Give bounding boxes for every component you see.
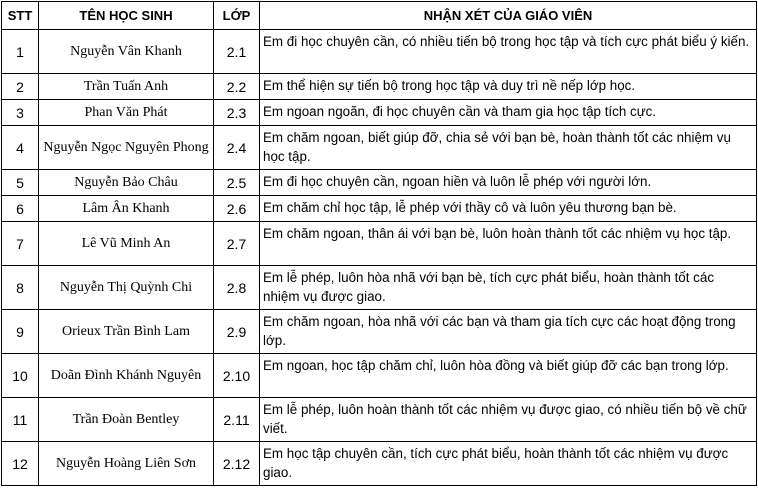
header-name: TÊN HỌC SINH [39, 2, 214, 30]
table-row [2, 126, 757, 170]
row-comment: Em chăm chỉ học tập, lễ phép với thầy cô và luôn yêu thương bạn bè. [260, 196, 757, 222]
row-class: 2.9 [214, 310, 260, 354]
table-row [2, 170, 757, 196]
row-class: 2.6 [214, 196, 260, 222]
table-body [2, 30, 757, 486]
table-row [2, 196, 757, 222]
row-class: 2.5 [214, 170, 260, 196]
row-comment: Em ngoan ngoãn, đi học chuyên cần và tham gia học tập tích cực. [260, 100, 757, 126]
row-comment: Em lễ phép, luôn hoàn thành tốt các nhiệm vụ được giao, có nhiều tiến bộ về chữ viết. [260, 398, 757, 442]
row-comment: Em chăm ngoan, hòa nhã với các bạn và tham gia tích cực các hoạt động trong lớp. [260, 310, 757, 354]
row-stt: 2 [2, 74, 39, 100]
row-comment: Em học tập chuyên cần, tích cực phát biểu, hoàn thành tốt các nhiệm vụ được giao. [260, 442, 757, 486]
row-stt: 4 [2, 126, 39, 170]
row-student-name: Orieux Trần Bình Lam [39, 310, 214, 354]
row-student-name: Nguyễn Bảo Châu [39, 170, 214, 196]
row-stt: 12 [2, 442, 39, 486]
row-class: 2.7 [214, 222, 260, 266]
table-row [2, 266, 757, 310]
row-stt: 7 [2, 222, 39, 266]
row-class: 2.3 [214, 100, 260, 126]
row-student-name: Trần Tuấn Anh [39, 74, 214, 100]
header-stt: STT [2, 2, 39, 30]
table-row [2, 310, 757, 354]
row-stt: 10 [2, 354, 39, 398]
table-row [2, 398, 757, 442]
row-stt: 9 [2, 310, 39, 354]
header-row [2, 2, 757, 30]
row-student-name: Nguyễn Thị Quỳnh Chi [39, 266, 214, 310]
row-comment: Em chăm ngoan, thân ái với bạn bè, luôn hoàn thành tốt các nhiệm vụ học tập. [260, 222, 757, 266]
row-student-name: Nguyễn Vân Khanh [39, 30, 214, 74]
row-class: 2.4 [214, 126, 260, 170]
row-class: 2.11 [214, 398, 260, 442]
row-stt: 3 [2, 100, 39, 126]
row-student-name: Lâm Ân Khanh [39, 196, 214, 222]
row-student-name: Lê Vũ Minh An [39, 222, 214, 266]
row-class: 2.12 [214, 442, 260, 486]
row-class: 2.2 [214, 74, 260, 100]
row-comment: Em thể hiện sự tiến bộ trong học tập và duy trì nề nếp lớp học. [260, 74, 757, 100]
row-student-name: Trần Đoàn Bentley [39, 398, 214, 442]
table-row [2, 222, 757, 266]
row-comment: Em đi học chuyên cần, ngoan hiền và luôn lễ phép với người lớn. [260, 170, 757, 196]
header-class: LỚP [214, 2, 260, 30]
row-comment: Em lễ phép, luôn hòa nhã với bạn bè, tích cực phát biểu, hoàn thành tốt các nhiệm vụ được giao. [260, 266, 757, 310]
header-comment: NHẬN XÉT CỦA GIÁO VIÊN [260, 2, 757, 30]
row-stt: 11 [2, 398, 39, 442]
row-stt: 6 [2, 196, 39, 222]
table-row [2, 354, 757, 398]
table-row [2, 74, 757, 100]
row-stt: 8 [2, 266, 39, 310]
table-row [2, 442, 757, 486]
table-row [2, 30, 757, 74]
row-stt: 1 [2, 30, 39, 74]
row-comment: Em chăm ngoan, biết giúp đỡ, chia sẻ với bạn bè, hoàn thành tốt các nhiệm vụ học tập. [260, 126, 757, 170]
row-student-name: Doãn Đình Khánh Nguyên [39, 354, 214, 398]
row-student-name: Nguyễn Ngọc Nguyên Phong [39, 126, 214, 170]
row-student-name: Phan Văn Phát [39, 100, 214, 126]
row-comment: Em đi học chuyên cần, có nhiều tiến bộ trong học tập và tích cực phát biểu ý kiến. [260, 30, 757, 74]
student-comments-table [1, 1, 757, 486]
table-row [2, 100, 757, 126]
row-class: 2.8 [214, 266, 260, 310]
row-class: 2.1 [214, 30, 260, 74]
row-stt: 5 [2, 170, 39, 196]
row-comment: Em ngoan, học tập chăm chỉ, luôn hòa đồng và biết giúp đỡ các bạn trong lớp. [260, 354, 757, 398]
row-student-name: Nguyễn Hoàng Liên Sơn [39, 442, 214, 486]
row-class: 2.10 [214, 354, 260, 398]
